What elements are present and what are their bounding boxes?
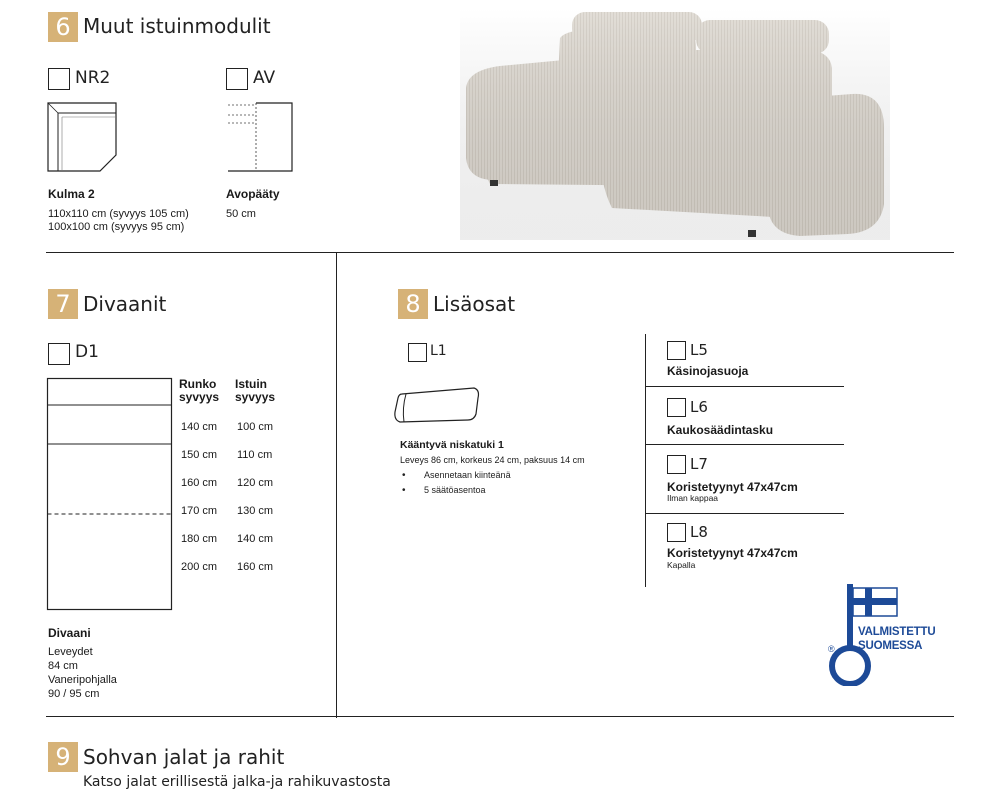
l6-name: Kaukosäädintasku — [667, 423, 774, 437]
d1-checkbox[interactable] — [48, 343, 70, 365]
l7-code: L7 — [690, 455, 708, 473]
header-frame-2: syvyys — [179, 390, 220, 404]
l1-checkbox[interactable] — [408, 343, 427, 362]
section-9-title: Sohvan jalat ja rahit — [83, 745, 285, 769]
av-end-diagram — [226, 101, 296, 173]
table-cell: 200 cm — [181, 561, 218, 573]
list-item: • 5 säätöasentoa — [400, 483, 511, 498]
l5-checkbox[interactable] — [667, 341, 686, 360]
table-cell: 180 cm — [181, 533, 218, 545]
table-cell: 110 cm — [237, 449, 273, 461]
frame-depth-column — [181, 413, 217, 581]
badge-line-1: VALMISTETTU — [858, 626, 936, 638]
av-dim-1: 50 cm — [226, 208, 256, 220]
table-cell: 140 cm — [181, 421, 218, 433]
table-cell: 170 cm — [181, 505, 218, 517]
list-item: • Asennetaan kiinteänä — [400, 468, 511, 483]
divaani-diagram — [46, 377, 174, 613]
l7-name: Koristetyynyt 47x47cm — [667, 480, 798, 494]
nr2-dim-2: 100x100 cm (syvyys 95 cm) — [48, 221, 185, 233]
header-frame-1: Runko — [179, 377, 217, 391]
table-cell: 150 cm — [181, 449, 218, 461]
av-code: AV — [253, 68, 276, 88]
divaani-info-line: 90 / 95 cm — [48, 688, 100, 700]
d1-code: D1 — [75, 342, 99, 362]
sofa-image — [460, 8, 890, 240]
table-header-frame — [179, 378, 219, 404]
seat-depth-column — [237, 413, 273, 581]
l7-checkbox[interactable] — [667, 455, 686, 474]
headrest-icon — [392, 386, 482, 426]
nr2-checkbox[interactable] — [48, 68, 70, 90]
l1-code: L1 — [430, 343, 447, 359]
av-name: Avopääty — [226, 187, 280, 201]
section-8-number: 8 — [398, 289, 428, 319]
table-cell: 120 cm — [237, 477, 274, 489]
l5-code: L5 — [690, 341, 708, 359]
divaani-info-line: Leveydet — [48, 646, 93, 658]
addons-divider-1 — [646, 386, 844, 387]
av-checkbox[interactable] — [226, 68, 248, 90]
section-9-text: Katso jalat erillisestä jalka-ja rahikuvastosta — [83, 774, 391, 790]
addons-divider-3 — [646, 513, 844, 514]
addons-vertical-line — [645, 334, 646, 587]
l8-sub: Kapalla — [667, 560, 696, 570]
l8-checkbox[interactable] — [667, 523, 686, 542]
l1-desc: Leveys 86 cm, korkeus 24 cm, paksuus 14 cm — [400, 455, 585, 465]
l6-checkbox[interactable] — [667, 398, 686, 417]
section-6-title: Muut istuinmodulit — [83, 14, 271, 38]
table-header-seat — [235, 378, 275, 404]
l5-name: Käsinojasuoja — [667, 364, 749, 378]
header-seat-1: Istuin — [235, 377, 267, 391]
divider-vertical — [336, 252, 337, 718]
table-cell: 160 cm — [181, 477, 218, 489]
divider-top — [46, 252, 954, 253]
nr2-dim-1: 110x110 cm (syvyys 105 cm) — [48, 208, 189, 220]
addons-divider-2 — [646, 444, 844, 445]
section-6-number: 6 — [48, 12, 78, 42]
l7-sub: Ilman kappaa — [667, 493, 719, 503]
l1-bullets — [400, 468, 511, 498]
divaani-name: Divaani — [48, 626, 91, 640]
l8-code: L8 — [690, 523, 708, 541]
divider-bottom — [46, 716, 954, 717]
section-7-number: 7 — [48, 289, 78, 319]
divaani-info-line: Vaneripohjalla — [48, 674, 117, 686]
table-cell: 100 cm — [237, 421, 274, 433]
registered-mark: ® — [828, 644, 835, 654]
section-7-title: Divaanit — [83, 292, 167, 316]
section-8-title: Lisäosat — [433, 292, 516, 316]
l8-name: Koristetyynyt 47x47cm — [667, 546, 798, 560]
divaani-info — [48, 645, 117, 701]
table-cell: 160 cm — [237, 561, 274, 573]
header-seat-2: syvyys — [235, 390, 276, 404]
nr2-corner-diagram — [46, 101, 118, 173]
badge-line-2: SUOMESSA — [858, 640, 923, 652]
table-cell: 140 cm — [237, 533, 274, 545]
table-cell: 130 cm — [237, 505, 274, 517]
divaani-info-line: 84 cm — [48, 660, 78, 672]
badge-text — [858, 625, 935, 653]
l1-name: Kääntyvä niskatuki 1 — [400, 439, 504, 451]
section-9-number: 9 — [48, 742, 78, 772]
l6-code: L6 — [690, 398, 708, 416]
nr2-name: Kulma 2 — [48, 187, 95, 201]
nr2-code: NR2 — [75, 68, 111, 88]
